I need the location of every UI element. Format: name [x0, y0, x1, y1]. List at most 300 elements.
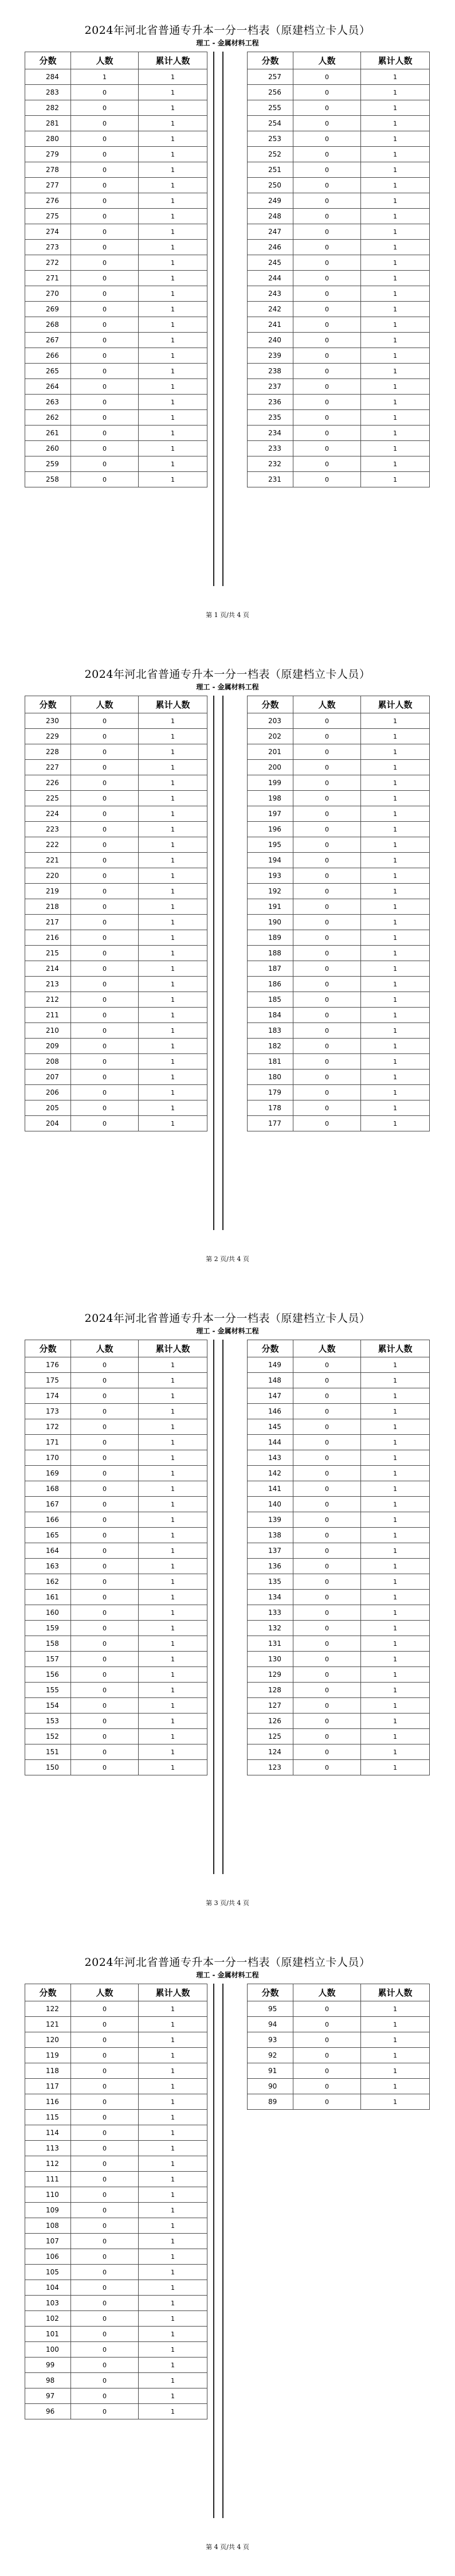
count-cell: 0 — [293, 1116, 361, 1131]
count-cell: 0 — [71, 946, 139, 961]
table-row — [25, 1574, 207, 1590]
count-cell: 0 — [71, 2203, 139, 2218]
score-cell: 223 — [25, 822, 71, 837]
score-cell: 203 — [248, 713, 293, 729]
cumulative-cell: 1 — [361, 1054, 430, 1070]
count-cell: 0 — [293, 1388, 361, 1404]
cumulative-cell: 1 — [361, 1744, 430, 1760]
cumulative-cell: 1 — [361, 2017, 430, 2032]
table-row — [248, 729, 430, 744]
score-cell: 199 — [248, 775, 293, 791]
score-cell: 252 — [248, 147, 293, 162]
score-cell: 114 — [25, 2125, 71, 2141]
cumulative-cell: 1 — [361, 837, 430, 853]
count-cell: 0 — [71, 286, 139, 302]
cumulative-cell: 1 — [139, 193, 207, 209]
count-cell: 0 — [293, 2048, 361, 2063]
table-row — [25, 224, 207, 240]
cumulative-cell: 1 — [139, 302, 207, 317]
count-cell: 0 — [71, 977, 139, 992]
cumulative-cell: 1 — [139, 915, 207, 930]
cumulative-cell: 1 — [139, 2234, 207, 2249]
score-cell: 92 — [248, 2048, 293, 2063]
score-cell: 93 — [248, 2032, 293, 2048]
score-cell: 253 — [248, 131, 293, 147]
cumulative-cell: 1 — [139, 379, 207, 395]
page-footer: 第 4 页/共 4 页 — [206, 2543, 249, 2551]
cumulative-cell: 1 — [361, 1528, 430, 1543]
table-row — [25, 837, 207, 853]
score-cell: 198 — [248, 791, 293, 806]
cumulative-cell: 1 — [139, 899, 207, 915]
cumulative-cell: 1 — [139, 1388, 207, 1404]
cumulative-cell: 1 — [139, 224, 207, 240]
count-cell: 0 — [71, 2172, 139, 2187]
count-cell: 0 — [293, 1419, 361, 1435]
cumulative-cell: 1 — [139, 1481, 207, 1497]
count-cell: 0 — [293, 410, 361, 426]
score-cell: 120 — [25, 2032, 71, 2048]
table-row — [248, 1450, 430, 1466]
count-cell: 0 — [71, 2032, 139, 2048]
count-cell: 0 — [71, 2141, 139, 2156]
score-cell: 214 — [25, 961, 71, 977]
table-row — [248, 1054, 430, 1070]
cumulative-cell: 1 — [361, 822, 430, 837]
cumulative-cell: 1 — [139, 729, 207, 744]
count-cell: 0 — [293, 69, 361, 85]
count-cell: 0 — [293, 271, 361, 286]
table-row — [248, 286, 430, 302]
table-row — [25, 884, 207, 899]
cumulative-cell: 1 — [139, 977, 207, 992]
count-cell: 0 — [71, 744, 139, 760]
table-row — [25, 977, 207, 992]
header-score: 分数 — [248, 696, 293, 713]
score-cell: 195 — [248, 837, 293, 853]
score-cell: 130 — [248, 1652, 293, 1667]
cumulative-cell: 1 — [139, 333, 207, 348]
score-cell: 264 — [25, 379, 71, 395]
score-cell: 211 — [25, 1008, 71, 1023]
count-cell: 0 — [293, 1636, 361, 1652]
cumulative-cell: 1 — [361, 961, 430, 977]
header-cumulative: 累计人数 — [139, 1984, 207, 2001]
score-cell: 140 — [248, 1497, 293, 1512]
column-divider — [222, 52, 223, 586]
score-cell: 141 — [248, 1481, 293, 1497]
count-cell: 0 — [71, 317, 139, 333]
count-cell: 0 — [71, 178, 139, 193]
score-cell: 126 — [248, 1714, 293, 1729]
table-row — [248, 930, 430, 946]
cumulative-cell: 1 — [139, 2156, 207, 2172]
table-row — [25, 85, 207, 100]
count-cell: 0 — [71, 1559, 139, 1574]
cumulative-cell: 1 — [139, 1760, 207, 1775]
count-cell: 0 — [293, 1744, 361, 1760]
score-cell: 156 — [25, 1667, 71, 1683]
score-cell: 167 — [25, 1497, 71, 1512]
document-subtitle: 理工 - 金属材料工程 — [196, 1327, 259, 1335]
table-header-row — [248, 52, 430, 69]
table-row — [248, 1667, 430, 1683]
count-cell: 0 — [71, 1512, 139, 1528]
count-cell: 0 — [293, 2032, 361, 2048]
table-row — [25, 348, 207, 364]
cumulative-cell: 1 — [139, 2110, 207, 2125]
cumulative-cell: 1 — [139, 147, 207, 162]
cumulative-cell: 1 — [361, 1481, 430, 1497]
count-cell: 0 — [293, 1435, 361, 1450]
cumulative-cell: 1 — [139, 961, 207, 977]
table-row — [25, 302, 207, 317]
score-cell: 147 — [248, 1388, 293, 1404]
table-row — [248, 472, 430, 487]
page-footer: 第 2 页/共 4 页 — [206, 1255, 249, 1263]
cumulative-cell: 1 — [361, 193, 430, 209]
header-count: 人数 — [293, 696, 361, 713]
cumulative-cell: 1 — [139, 1070, 207, 1085]
count-cell: 0 — [71, 713, 139, 729]
score-cell: 113 — [25, 2141, 71, 2156]
count-cell: 0 — [293, 456, 361, 472]
count-cell: 0 — [293, 2079, 361, 2094]
count-cell: 0 — [293, 1404, 361, 1419]
count-cell: 0 — [71, 1450, 139, 1466]
cumulative-cell: 1 — [139, 2001, 207, 2017]
count-cell: 0 — [71, 2404, 139, 2419]
score-cell: 188 — [248, 946, 293, 961]
count-cell: 0 — [71, 271, 139, 286]
count-cell: 0 — [71, 131, 139, 147]
score-cell: 116 — [25, 2094, 71, 2110]
cumulative-cell: 1 — [139, 1100, 207, 1116]
count-cell: 0 — [71, 116, 139, 131]
score-cell: 194 — [248, 853, 293, 868]
table-row — [25, 1373, 207, 1388]
table-row — [25, 2156, 207, 2172]
count-cell: 0 — [293, 1528, 361, 1543]
score-cell: 158 — [25, 1636, 71, 1652]
cumulative-cell: 1 — [139, 271, 207, 286]
score-cell: 243 — [248, 286, 293, 302]
table-row — [25, 2032, 207, 2048]
cumulative-cell: 1 — [139, 775, 207, 791]
cumulative-cell: 1 — [361, 162, 430, 178]
score-cell: 164 — [25, 1543, 71, 1559]
table-row — [25, 2001, 207, 2017]
cumulative-cell: 1 — [361, 1404, 430, 1419]
count-cell: 0 — [71, 1683, 139, 1698]
column-divider — [222, 696, 223, 1230]
table-row — [25, 946, 207, 961]
score-cell: 121 — [25, 2017, 71, 2032]
score-cell: 170 — [25, 1450, 71, 1466]
cumulative-cell: 1 — [139, 2048, 207, 2063]
score-cell: 148 — [248, 1373, 293, 1388]
score-cell: 159 — [25, 1621, 71, 1636]
score-cell: 135 — [248, 1574, 293, 1590]
cumulative-cell: 1 — [139, 1729, 207, 1744]
score-cell: 137 — [248, 1543, 293, 1559]
score-cell: 100 — [25, 2342, 71, 2358]
count-cell: 0 — [293, 2001, 361, 2017]
table-row — [248, 456, 430, 472]
table-row — [25, 472, 207, 487]
score-cell: 138 — [248, 1528, 293, 1543]
table-row — [25, 1698, 207, 1714]
table-row — [25, 395, 207, 410]
score-cell: 233 — [248, 441, 293, 456]
cumulative-cell: 1 — [361, 1039, 430, 1054]
cumulative-cell: 1 — [361, 1497, 430, 1512]
table-row — [248, 178, 430, 193]
score-table-right — [247, 696, 430, 1131]
header-count: 人数 — [71, 1340, 139, 1357]
count-cell: 0 — [293, 729, 361, 744]
cumulative-cell: 1 — [361, 1008, 430, 1023]
cumulative-cell: 1 — [139, 1373, 207, 1388]
header-cumulative: 累计人数 — [361, 1340, 430, 1357]
count-cell: 0 — [71, 822, 139, 837]
table-row — [25, 193, 207, 209]
count-cell: 0 — [71, 1621, 139, 1636]
score-cell: 239 — [248, 348, 293, 364]
count-cell: 0 — [71, 100, 139, 116]
score-cell: 213 — [25, 977, 71, 992]
cumulative-cell: 1 — [139, 1605, 207, 1621]
table-row — [25, 2358, 207, 2373]
cumulative-cell: 1 — [361, 1698, 430, 1714]
table-row — [248, 915, 430, 930]
cumulative-cell: 1 — [361, 379, 430, 395]
count-cell: 0 — [293, 806, 361, 822]
table-row — [25, 1039, 207, 1054]
count-cell: 0 — [71, 2048, 139, 2063]
header-score: 分数 — [25, 1340, 71, 1357]
count-cell: 0 — [71, 240, 139, 255]
cumulative-cell: 1 — [139, 946, 207, 961]
table-row — [25, 410, 207, 426]
table-row — [248, 1085, 430, 1100]
score-cell: 282 — [25, 100, 71, 116]
cumulative-cell: 1 — [139, 2172, 207, 2187]
count-cell: 0 — [71, 1714, 139, 1729]
table-row — [25, 2094, 207, 2110]
table-row — [25, 930, 207, 946]
cumulative-cell: 1 — [361, 760, 430, 775]
table-row — [248, 85, 430, 100]
score-table-right — [247, 1984, 430, 2110]
count-cell: 0 — [293, 822, 361, 837]
table-row — [25, 364, 207, 379]
score-cell: 172 — [25, 1419, 71, 1435]
count-cell: 0 — [71, 1497, 139, 1512]
count-cell: 0 — [293, 1543, 361, 1559]
count-cell: 0 — [293, 1023, 361, 1039]
cumulative-cell: 1 — [361, 1357, 430, 1373]
document-title: 2024年河北省普通专升本一分一档表（原建档立卡人员） — [84, 24, 371, 37]
cumulative-cell: 1 — [139, 162, 207, 178]
score-cell: 205 — [25, 1100, 71, 1116]
cumulative-cell: 1 — [361, 1683, 430, 1698]
score-cell: 123 — [248, 1760, 293, 1775]
cumulative-cell: 1 — [139, 255, 207, 271]
table-row — [25, 1714, 207, 1729]
score-cell: 177 — [248, 1116, 293, 1131]
cumulative-cell: 1 — [139, 806, 207, 822]
score-cell: 153 — [25, 1714, 71, 1729]
count-cell: 0 — [71, 1419, 139, 1435]
cumulative-cell: 1 — [361, 1450, 430, 1466]
score-cell: 204 — [25, 1116, 71, 1131]
cumulative-cell: 1 — [139, 1085, 207, 1100]
column-divider — [213, 1340, 214, 1874]
cumulative-cell: 1 — [139, 2125, 207, 2141]
table-row — [248, 1729, 430, 1744]
cumulative-cell: 1 — [139, 884, 207, 899]
score-cell: 212 — [25, 992, 71, 1008]
score-cell: 189 — [248, 930, 293, 946]
cumulative-cell: 1 — [361, 1466, 430, 1481]
count-cell: 0 — [71, 2265, 139, 2280]
count-cell: 0 — [293, 224, 361, 240]
count-cell: 0 — [71, 379, 139, 395]
table-row — [25, 1683, 207, 1698]
table-row — [248, 131, 430, 147]
count-cell: 0 — [293, 1450, 361, 1466]
table-row — [248, 1636, 430, 1652]
score-cell: 242 — [248, 302, 293, 317]
header-count: 人数 — [293, 1984, 361, 2001]
count-cell: 0 — [71, 1760, 139, 1775]
score-cell: 174 — [25, 1388, 71, 1404]
table-row — [248, 899, 430, 915]
table-row — [248, 193, 430, 209]
score-cell: 237 — [248, 379, 293, 395]
table-row — [25, 131, 207, 147]
score-cell: 117 — [25, 2079, 71, 2094]
cumulative-cell: 1 — [361, 729, 430, 744]
count-cell: 0 — [71, 760, 139, 775]
score-table-left — [25, 52, 207, 487]
table-row — [248, 1373, 430, 1388]
score-cell: 190 — [248, 915, 293, 930]
count-cell: 0 — [71, 868, 139, 884]
score-cell: 256 — [248, 85, 293, 100]
table-row — [25, 1404, 207, 1419]
table-row — [248, 760, 430, 775]
document-title: 2024年河北省普通专升本一分一档表（原建档立卡人员） — [84, 1312, 371, 1325]
score-cell: 151 — [25, 1744, 71, 1760]
count-cell: 0 — [71, 899, 139, 915]
table-row — [248, 333, 430, 348]
table-row — [248, 1559, 430, 1574]
score-cell: 91 — [248, 2063, 293, 2079]
score-cell: 99 — [25, 2358, 71, 2373]
score-cell: 146 — [248, 1404, 293, 1419]
score-cell: 215 — [25, 946, 71, 961]
count-cell: 0 — [71, 1590, 139, 1605]
count-cell: 0 — [71, 162, 139, 178]
cumulative-cell: 1 — [361, 69, 430, 85]
count-cell: 0 — [71, 2311, 139, 2327]
count-cell: 0 — [71, 837, 139, 853]
count-cell: 0 — [71, 255, 139, 271]
table-row — [25, 2404, 207, 2419]
table-row — [248, 1698, 430, 1714]
score-cell: 201 — [248, 744, 293, 760]
score-cell: 263 — [25, 395, 71, 410]
score-cell: 181 — [248, 1054, 293, 1070]
count-cell: 0 — [71, 1744, 139, 1760]
table-header-row — [25, 1984, 207, 2001]
score-cell: 149 — [248, 1357, 293, 1373]
table-row — [25, 992, 207, 1008]
table-row — [25, 961, 207, 977]
count-cell: 0 — [71, 1070, 139, 1085]
count-cell: 0 — [71, 961, 139, 977]
table-row — [248, 1435, 430, 1450]
cumulative-cell: 1 — [139, 317, 207, 333]
table-row — [25, 2234, 207, 2249]
count-cell: 0 — [71, 1698, 139, 1714]
document-title: 2024年河北省普通专升本一分一档表（原建档立卡人员） — [84, 668, 371, 681]
cumulative-cell: 1 — [361, 1559, 430, 1574]
cumulative-cell: 1 — [361, 915, 430, 930]
cumulative-cell: 1 — [361, 364, 430, 379]
table-row — [25, 1008, 207, 1023]
count-cell: 0 — [71, 2280, 139, 2296]
cumulative-cell: 1 — [139, 2296, 207, 2311]
score-cell: 145 — [248, 1419, 293, 1435]
cumulative-cell: 1 — [139, 1621, 207, 1636]
cumulative-cell: 1 — [361, 240, 430, 255]
score-cell: 171 — [25, 1435, 71, 1450]
count-cell: 0 — [71, 2358, 139, 2373]
count-cell: 0 — [71, 1652, 139, 1667]
score-cell: 197 — [248, 806, 293, 822]
count-cell: 0 — [293, 147, 361, 162]
count-cell: 0 — [71, 2063, 139, 2079]
column-divider — [213, 52, 214, 586]
table-row — [248, 2048, 430, 2063]
score-cell: 132 — [248, 1621, 293, 1636]
score-cell: 250 — [248, 178, 293, 193]
count-cell: 0 — [293, 713, 361, 729]
score-cell: 276 — [25, 193, 71, 209]
cumulative-cell: 1 — [361, 713, 430, 729]
score-cell: 268 — [25, 317, 71, 333]
table-row — [248, 116, 430, 131]
count-cell: 0 — [71, 209, 139, 224]
cumulative-cell: 1 — [361, 441, 430, 456]
cumulative-cell: 1 — [139, 2032, 207, 2048]
table-row — [248, 2017, 430, 2032]
table-row — [248, 1419, 430, 1435]
table-row — [25, 2187, 207, 2203]
score-cell: 144 — [248, 1435, 293, 1450]
count-cell: 0 — [71, 1605, 139, 1621]
count-cell: 0 — [71, 2156, 139, 2172]
cumulative-cell: 1 — [139, 2079, 207, 2094]
count-cell: 0 — [293, 100, 361, 116]
table-row — [25, 147, 207, 162]
cumulative-cell: 1 — [139, 1512, 207, 1528]
score-cell: 139 — [248, 1512, 293, 1528]
header-score: 分数 — [248, 1984, 293, 2001]
